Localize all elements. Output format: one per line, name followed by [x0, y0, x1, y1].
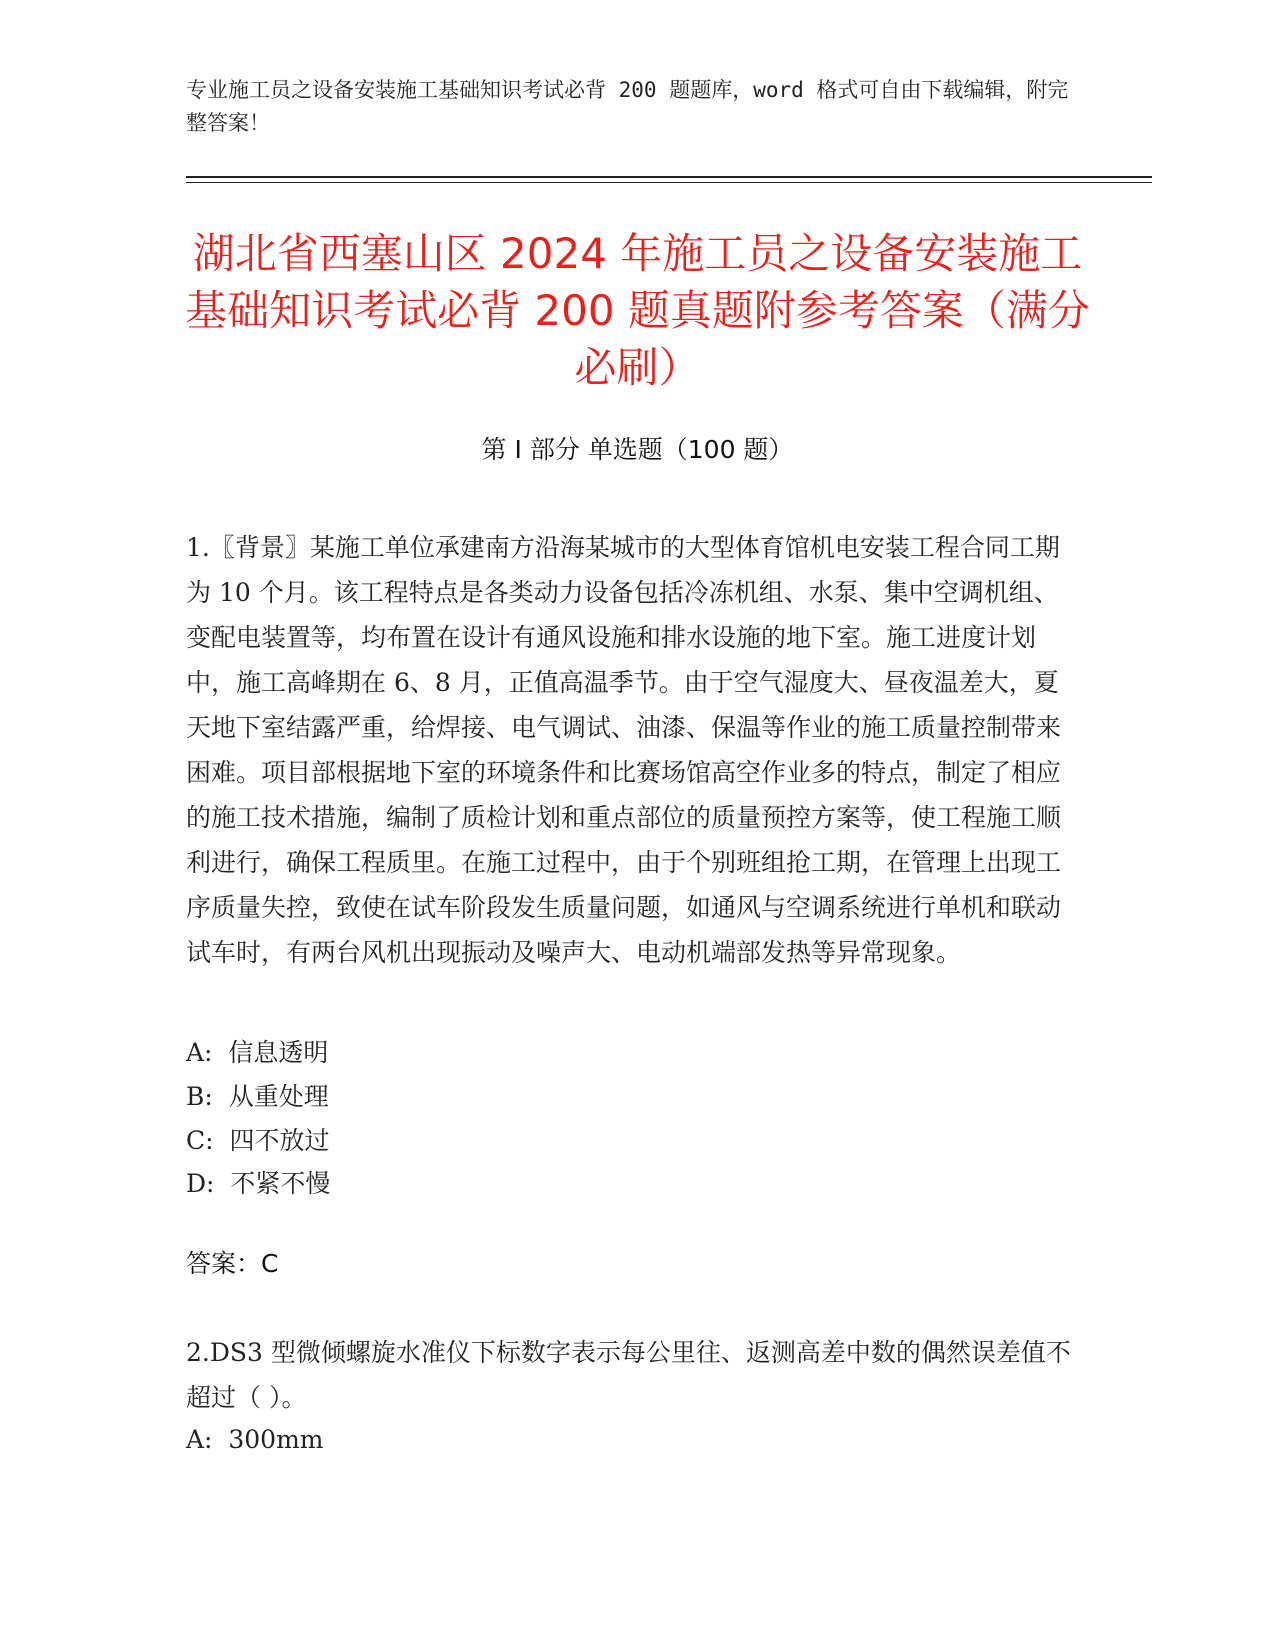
question-1-option-a: A: 信息透明 — [186, 1038, 329, 1067]
question-1-text: 1.〖背景〗某施工单位承建南方沿海某城市的大型体育馆机电安装工程合同工期为 10 个月。该工程特点是各类动力设备包括冷冻机组、水泵、集中空调机组、变配电装置等，均布置在设计有通风设施和排水设施的地下室。施工进度计划中，施工高峰期在 6、8 月，正值高温季节。由于空气湿度大、昼夜温差大，夏天地下室结露严重，给焊接、电气调试、油漆、保温等作业的施工质量控制带来困难。项目部根据地下室的环境条件和比赛场馆高空作业多的特点，制定了相应的施工技术措施，编制了质检计划和重点部位的质量预控方案等，使工程施工顺利进行，确保工程质里。在施工过程中，由于个别班组抢工期，在管理上出现工序质量失控，致使在试车阶段发生质量问题，如通风与空调系统进行单机和联动试车时，有两台风机出现振动及噪声大、电动机端部发热等异常现象。 — [186, 533, 1062, 967]
question-2-option-a: A: 300mm — [186, 1425, 324, 1454]
question-1-answer: 答案：C — [186, 1249, 279, 1278]
header-divider-thin — [186, 182, 1152, 183]
header-note: 专业施工员之设备安装施工基础知识考试必背 200 题题库，word 格式可自由下载编辑，附完整答案！ — [186, 78, 1069, 135]
question-2-text: 2.DS3 型微倾螺旋水准仪下标数字表示每公里往、返测高差中数的偶然误差值不超过（ ）。 — [186, 1338, 1071, 1412]
question-1-option-d: D: 不紧不慢 — [186, 1169, 331, 1198]
document-title: 湖北省西塞山区 2024 年施工员之设备安装施工基础知识考试必背 200 题真题附参考答案（满分必刷） — [185, 229, 1090, 392]
question-1-option-c: C: 四不放过 — [186, 1126, 330, 1155]
section-heading: 第 I 部分 单选题（100 题） — [481, 435, 794, 464]
question-1-option-b: B: 从重处理 — [186, 1082, 329, 1111]
header-divider-thick — [186, 176, 1152, 178]
